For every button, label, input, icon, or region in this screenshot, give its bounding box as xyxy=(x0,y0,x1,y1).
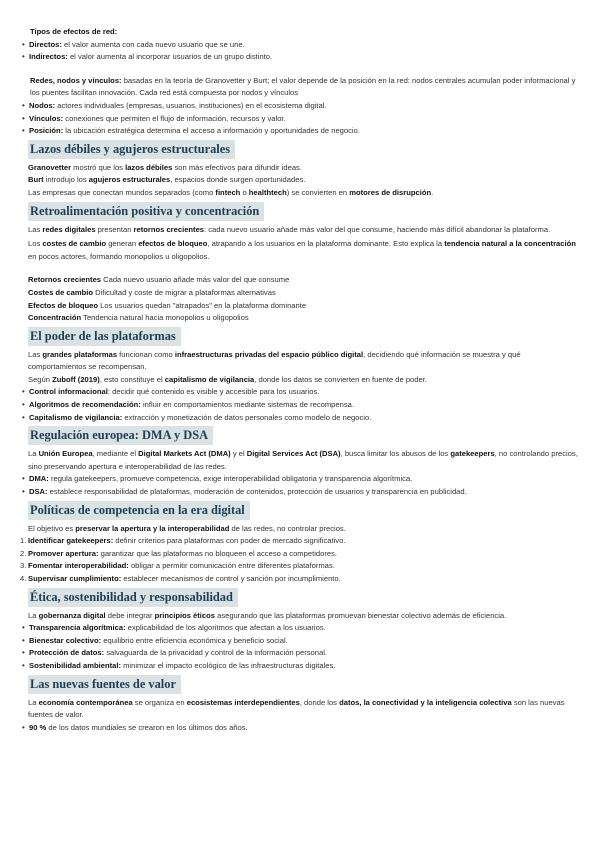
section-title: Regulación europea: DMA y DSA xyxy=(28,426,213,445)
list-item xyxy=(22,100,580,113)
text: Dificultad y coste de migrar a plataformas alternativas xyxy=(93,287,276,297)
term: Posición: xyxy=(29,126,64,136)
term: Promover apertura: xyxy=(28,548,99,558)
document-page xyxy=(20,26,580,734)
term: Digital Markets Act (DMA) xyxy=(138,449,231,459)
paragraph xyxy=(28,349,580,374)
term: capitalismo de vigilancia xyxy=(164,374,255,384)
term: Sostenibilidad ambiental: xyxy=(29,660,121,670)
text: debe integrar xyxy=(105,610,155,620)
list-item xyxy=(22,486,580,499)
text: asegurando que las plataformas promuevan bienestar colectivo además de eficiencia. xyxy=(214,610,507,620)
text: obligar a permitir comunicación entre diferentes plataformas. xyxy=(128,561,335,571)
text: funcionan como xyxy=(117,349,175,359)
list-item xyxy=(22,660,580,673)
term: agujeros estructurales xyxy=(88,175,171,185)
network-effects-heading: Tipos de efectos de red: xyxy=(30,27,118,36)
bullet-icon: • xyxy=(22,648,25,658)
term: grandes plataformas xyxy=(42,349,118,359)
item-number: 3. xyxy=(20,561,27,571)
bullet-icon: • xyxy=(22,400,25,410)
text: introdujo los xyxy=(43,175,89,185)
bullet-icon: • xyxy=(22,635,25,645)
text: el valor aumenta con cada nuevo usuario que se une. xyxy=(61,39,245,49)
bullet-icon: • xyxy=(22,100,25,110)
section-title: Retroalimentación positiva y concentración xyxy=(28,202,264,221)
term: Control informacional xyxy=(29,387,108,397)
section-title: El poder de las plataformas xyxy=(28,327,181,346)
section-title: Las nuevas fuentes de valor xyxy=(28,675,181,694)
text: , mediante el xyxy=(92,449,139,459)
term: Protección de datos: xyxy=(29,648,105,658)
text: equilibrio entre eficiencia económica y beneficio social. xyxy=(101,635,288,645)
term: redes digitales xyxy=(42,224,96,234)
paragraph xyxy=(28,224,580,237)
text: son más efectivos para difundir ideas. xyxy=(172,162,302,172)
text: influir en comportamientos mediante sistemas de recompensa. xyxy=(140,400,354,410)
term: motores de disrupción xyxy=(349,187,432,197)
bullet-icon: • xyxy=(22,623,25,633)
term: Zuboff (2019) xyxy=(52,374,100,384)
text: Las xyxy=(28,224,43,234)
numbered-item xyxy=(20,535,580,548)
text: minimizar el impacto ecológico de las infraestructuras digitales. xyxy=(120,660,336,670)
bullet-icon: • xyxy=(22,660,25,670)
text: La xyxy=(28,697,39,707)
term: Digital Services Act (DSA) xyxy=(246,449,341,459)
text: o xyxy=(240,187,249,197)
bullet-icon: • xyxy=(22,474,25,484)
text: regula gatekeepers, promueve competencia, exige interoperabilidad obligatoria y transparencia algorítmica. xyxy=(48,474,413,484)
list-item xyxy=(22,39,580,52)
paragraph xyxy=(28,374,580,387)
paragraph xyxy=(28,174,580,187)
term: ecosistemas interdependientes xyxy=(186,697,300,707)
text: el valor aumenta al incorporar usuarios de un grupo distinto. xyxy=(67,52,273,62)
term: efectos de bloqueo xyxy=(138,239,208,249)
term: Vínculos: xyxy=(29,113,64,123)
section-title: Políticas de competencia en la era digital xyxy=(28,501,250,520)
term: Concentración xyxy=(28,313,82,323)
bullet-icon: • xyxy=(22,113,25,123)
text: en pocos actores, formando monopolios u oligopolios. xyxy=(28,251,210,261)
text: mostró que los xyxy=(71,162,126,172)
text: , no controlando precios, sino preservando apertura e interoperabilidad de las redes. xyxy=(28,449,578,471)
term: DSA: xyxy=(29,487,48,497)
term: Costes de cambio xyxy=(28,287,93,297)
text: , donde los xyxy=(299,697,340,707)
text: establece responsabilidad de plataformas, moderación de contenidos, protección de usuarios y transparencia en publicidad. xyxy=(47,487,467,497)
term: retornos crecientes xyxy=(133,224,205,234)
item-number: 4. xyxy=(20,574,27,583)
list-item xyxy=(22,399,580,412)
paragraph xyxy=(28,610,580,623)
text: , esto constituye el xyxy=(99,374,165,384)
paragraph xyxy=(28,523,580,536)
text: Los xyxy=(28,239,43,249)
term: Fomentar interoperabilidad: xyxy=(28,561,129,571)
text: generan xyxy=(106,239,139,249)
term: healthtech xyxy=(248,187,287,197)
text: : decidir qué contenido es visible y accesible para los usuarios. xyxy=(107,387,320,397)
list-item xyxy=(22,635,580,648)
text: El objetivo es xyxy=(28,523,76,533)
list-item xyxy=(22,386,580,399)
text: , donde los datos se convierten en fuente de poder. xyxy=(254,374,427,384)
text: Cada nuevo usuario añade más valor del que consume xyxy=(101,275,290,285)
text: , decidiendo qué información se muestra y qué comportamientos se recompensan. xyxy=(28,349,521,372)
term: 90 % xyxy=(29,722,47,732)
term: Bienestar colectivo: xyxy=(29,635,102,645)
term: fintech xyxy=(215,187,241,197)
text: Según xyxy=(28,374,53,384)
definition-row xyxy=(28,287,580,300)
term: Burt xyxy=(28,175,44,185)
paragraph xyxy=(28,162,580,175)
term: Unión Europea xyxy=(38,449,93,459)
text: son las nuevas fuentes de valor. xyxy=(28,697,565,720)
list-item xyxy=(22,647,580,660)
bullet-icon: • xyxy=(22,52,25,62)
section-title: Lazos débiles y agujeros estructurales xyxy=(28,140,235,159)
numbered-item xyxy=(20,548,580,561)
term: Capitalismo de vigilancia: xyxy=(29,412,123,422)
text: basadas en la teoría de Granovetter y Burt; el valor depende de la posición en la red: nodos centrales acumulan poder informacional y los puentes facilitan innovación. Cada red está compuesta por nodos y vínculos xyxy=(30,75,576,98)
term: Granovetter xyxy=(28,162,72,172)
list-item xyxy=(22,622,580,635)
text: la ubicación estratégica determina el acceso a información y oportunidades de negocio. xyxy=(63,126,360,136)
text: , espacios donde surgen oportunidades. xyxy=(170,175,306,185)
paragraph xyxy=(28,697,580,722)
term: infraestructuras privadas del espacio público digital xyxy=(174,349,364,359)
section-title: Ética, sostenibilidad y responsabilidad xyxy=(28,588,238,607)
text: Las empresas que conectan mundos separados (como xyxy=(28,187,216,197)
list-item xyxy=(22,412,580,425)
definition-row xyxy=(28,274,580,287)
list-item xyxy=(22,722,580,735)
paragraph xyxy=(28,238,580,263)
paragraph xyxy=(30,75,580,100)
term: Nodos: xyxy=(29,100,56,110)
text: presentan xyxy=(95,224,134,234)
term: tendencia natural a la concentración xyxy=(444,239,576,249)
bullet-icon: • xyxy=(22,722,25,732)
text: garantizar que las plataformas no bloqueen el acceso a competidores. xyxy=(98,548,337,558)
term: Directos: xyxy=(29,39,62,49)
text: conexiones que permiten el flujo de información, recursos y valor. xyxy=(63,113,286,123)
term: principios éticos xyxy=(154,610,215,620)
numbered-item xyxy=(20,560,580,573)
text: extracción y monetización de datos personales como modelo de negocio. xyxy=(122,412,372,422)
bullet-icon: • xyxy=(22,412,25,422)
text: definir criterios para plataformas con poder de mercado significativo. xyxy=(113,536,346,546)
list-item xyxy=(22,473,580,486)
text: Tendencia natural hacia monopolios u oligopolios xyxy=(81,313,249,323)
definition-row xyxy=(28,300,580,313)
term: Redes, nodos y vínculos: xyxy=(30,75,122,85)
bullet-icon: • xyxy=(22,39,25,49)
term: Retornos crecientes xyxy=(28,275,102,285)
text: Los usuarios quedan "atrapados" en la plataforma dominante xyxy=(98,300,307,310)
term: Algoritmos de recomendación: xyxy=(29,400,141,410)
term: gobernanza digital xyxy=(38,610,106,620)
term: lazos débiles xyxy=(125,162,173,172)
term: Identificar gatekeepers: xyxy=(28,536,114,546)
list-item xyxy=(22,51,580,64)
text: La xyxy=(28,449,39,459)
bullet-icon: • xyxy=(22,487,25,497)
text: ) se convierten en xyxy=(286,187,350,197)
text: y el xyxy=(230,449,247,459)
term: Supervisar cumplimiento: xyxy=(28,574,122,583)
text: salvaguarda de la privacidad y control de la información personal. xyxy=(104,648,327,658)
term: Efectos de bloqueo xyxy=(28,300,99,310)
text: , atrapando a los usuarios en la plataforma dominante. Esto explica la xyxy=(207,239,445,249)
item-number: 1. xyxy=(20,536,27,546)
paragraph xyxy=(28,187,580,200)
definition-row xyxy=(28,312,580,325)
term: costes de cambio xyxy=(42,239,107,249)
text: , busca limitar los abusos de los xyxy=(340,449,451,459)
text: de las redes, no controlar precios. xyxy=(229,523,346,533)
bullet-icon: • xyxy=(22,387,25,397)
term: preservar la apertura y la interoperabilidad xyxy=(75,523,230,533)
list-item xyxy=(22,113,580,126)
paragraph xyxy=(28,448,580,473)
term: gatekeepers xyxy=(450,449,495,459)
term: datos, la conectividad y la inteligencia colectiva xyxy=(339,697,512,707)
term: Indirectos: xyxy=(29,52,68,62)
list-item xyxy=(22,125,580,138)
text: La xyxy=(28,610,39,620)
bullet-icon: • xyxy=(22,126,25,136)
text: se organiza en xyxy=(132,697,187,707)
text: explicabilidad de los algoritmos que afectan a los usuarios. xyxy=(125,623,326,633)
text: Las xyxy=(28,349,43,359)
text: actores individuales (empresas, usuarios, instituciones) en el ecosistema digital. xyxy=(55,100,327,110)
text: establecer mecanismos de control y sanción por incumplimiento. xyxy=(121,574,341,583)
text: de los datos mundiales se crearon en los últimos dos años. xyxy=(46,722,248,732)
text: . xyxy=(431,187,434,197)
item-number: 2. xyxy=(20,548,27,558)
text: : cada nuevo usuario añade más valor del que consume, haciendo más difícil abandonar la plataforma. xyxy=(204,224,551,234)
term: DMA: xyxy=(29,474,49,484)
numbered-item xyxy=(20,573,580,586)
term: economía contemporánea xyxy=(38,697,133,707)
term: Transparencia algorítmica: xyxy=(29,623,126,633)
